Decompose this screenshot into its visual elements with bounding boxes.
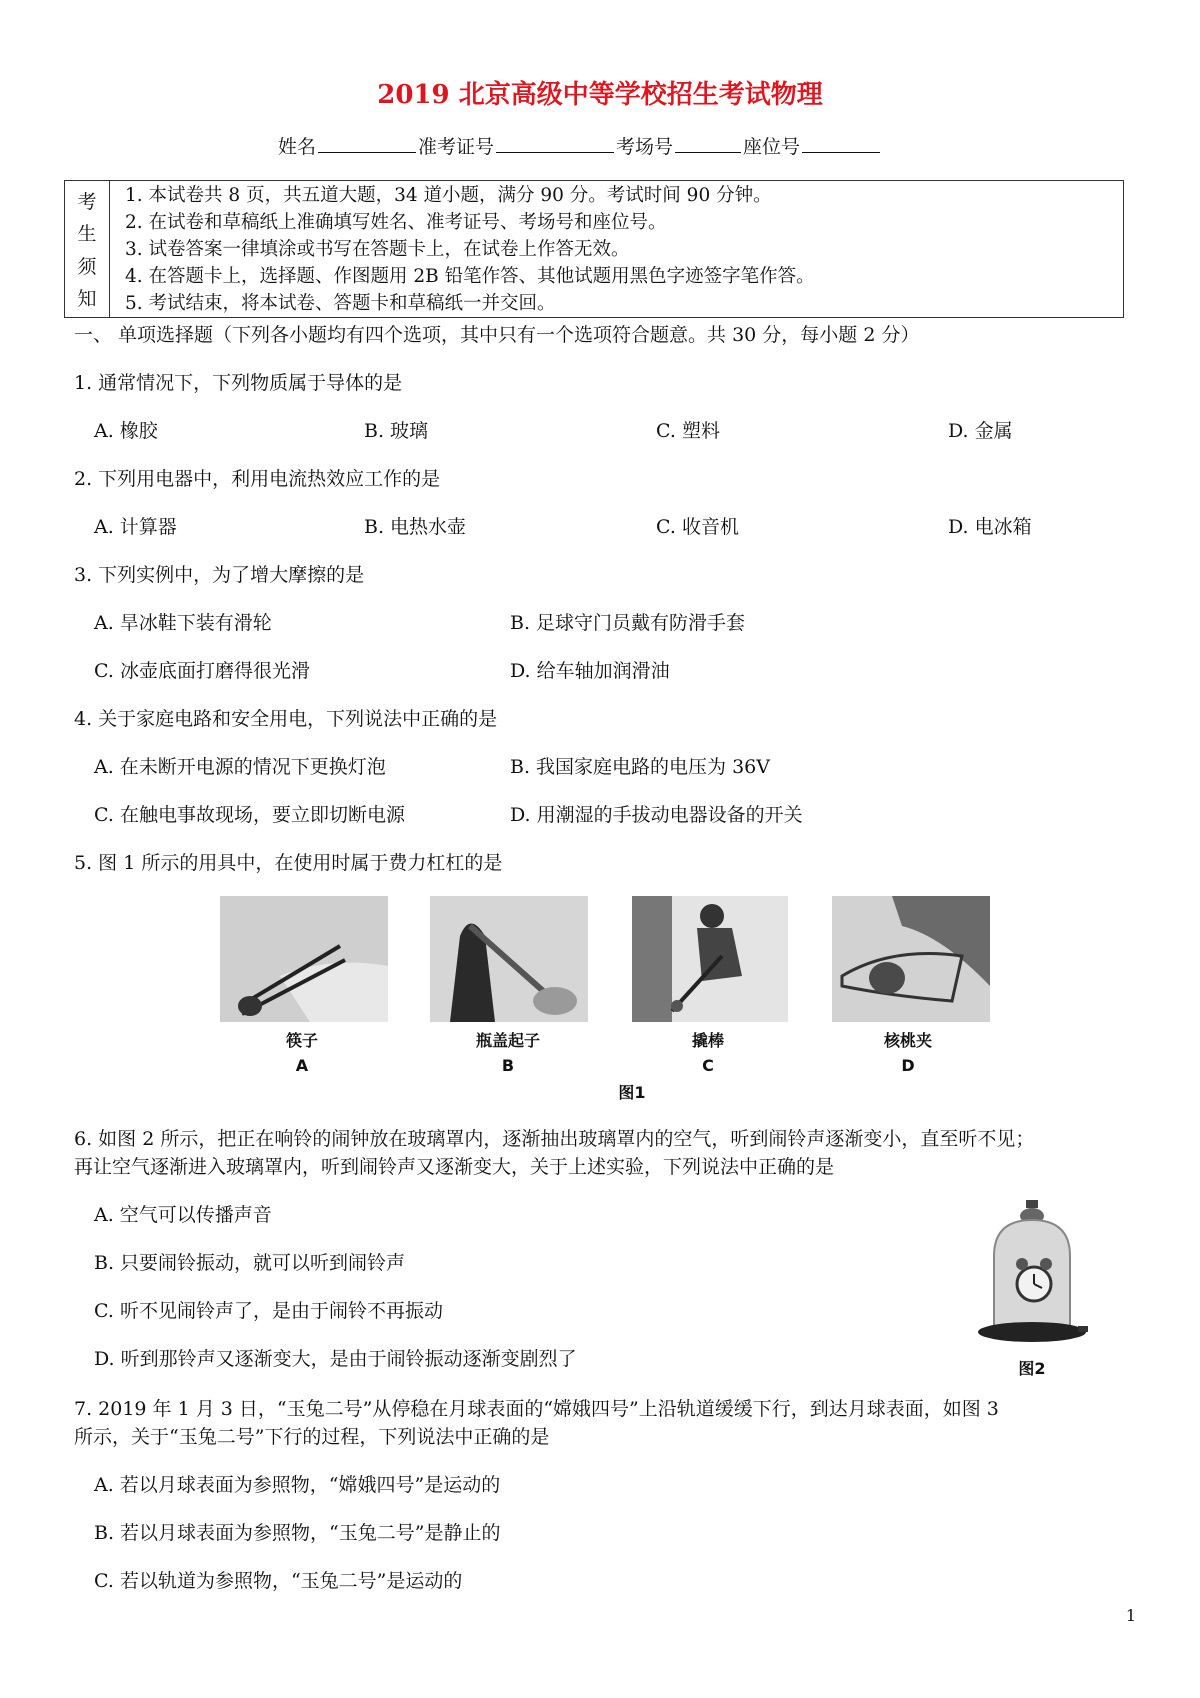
q3-option-c: C. 冰壶底面打磨得很光滑 [94, 660, 310, 682]
question-1-stem: 1. 通常情况下，下列物质属于导体的是 [74, 372, 403, 394]
fig1-label-d-letter: D [901, 1056, 915, 1075]
q1-option-c: C. 塑料 [656, 420, 720, 442]
q1-option-b: B. 玻璃 [364, 420, 429, 442]
exam-title: 2019 北京高级中等学校招生考试物理 [377, 80, 823, 110]
name-label: 姓名 [278, 136, 317, 158]
notice-item: 4. 在答题卡上，选择题、作图题用 2B 铅笔作答、其他试题用黑色字迹签字笔作答。 [125, 266, 815, 287]
notice-box [64, 180, 1124, 318]
seat-blank [802, 134, 880, 153]
candidate-info [278, 132, 882, 159]
q7-option-a: A. 若以月球表面为参照物，“嫦娥四号”是运动的 [94, 1474, 501, 1496]
fig1-label-d-name: 核桃夹 [883, 1031, 932, 1050]
q1-option-d: D. 金属 [948, 420, 1013, 442]
ticket-blank [496, 134, 614, 153]
page-number: 1 [1125, 1606, 1136, 1625]
q3-option-a: A. 旱冰鞋下装有滑轮 [94, 612, 272, 634]
fig1-label-c-name: 撬棒 [691, 1031, 724, 1050]
q6-option-c: C. 听不见闹铃声了，是由于闹铃不再振动 [94, 1300, 443, 1322]
bottle-opener-image [430, 896, 588, 1022]
q3-option-b: B. 足球守门员戴有防滑手套 [510, 612, 746, 634]
q6-option-a: A. 空气可以传播声音 [94, 1204, 272, 1226]
fig1-label-b-name: 瓶盖起子 [475, 1031, 540, 1050]
q7-option-c: C. 若以轨道为参照物，“玉兔二号”是运动的 [94, 1570, 463, 1592]
ticket-label: 准考证号 [418, 136, 495, 158]
fig2-caption: 图2 [1018, 1359, 1046, 1378]
question-3-stem: 3. 下列实例中，为了增大摩擦的是 [74, 564, 365, 586]
fig1-label-c-letter: C [702, 1056, 714, 1075]
q7-option-b: B. 若以月球表面为参照物，“玉兔二号”是静止的 [94, 1522, 501, 1544]
q2-option-b: B. 电热水壶 [364, 516, 467, 538]
room-blank [675, 134, 741, 153]
nutcracker-image [832, 896, 990, 1022]
fig1-caption: 图1 [618, 1083, 646, 1102]
question-7-stem-line1: 7. 2019 年 1 月 3 日，“玉兔二号”从停稳在月球表面的“嫦娥四号”上沿轨道缓缓下行，到达月球表面，如图 3 [74, 1398, 999, 1420]
question-2-stem: 2. 下列用电器中，利用电流热效应工作的是 [74, 468, 441, 490]
q6-option-b: B. 只要闹铃振动，就可以听到闹铃声 [94, 1252, 406, 1274]
q4-option-b: B. 我国家庭电路的电压为 36V [510, 756, 770, 778]
notice-item: 2. 在试卷和草稿纸上准确填写姓名、准考证号、考场号和座位号。 [125, 212, 667, 233]
fig1-label-b-letter: B [501, 1056, 515, 1075]
room-label: 考场号 [616, 136, 674, 158]
notice-label: 考 生 须 知 [65, 181, 110, 317]
q2-option-d: D. 电冰箱 [948, 516, 1032, 538]
section-heading: 一、 单项选择题（下列各小题均有四个选项，其中只有一个选项符合题意。共 30 分，每小题 2 分） [74, 324, 920, 346]
q3-option-d: D. 给车轴加润滑油 [510, 660, 670, 682]
fig1-label-a-name: 筷子 [285, 1031, 318, 1050]
chopsticks-image [220, 896, 388, 1022]
seat-label: 座位号 [743, 136, 801, 158]
notice-item: 5. 考试结束，将本试卷、答题卡和草稿纸一并交回。 [125, 293, 556, 314]
question-6-stem-line2: 再让空气逐渐进入玻璃罩内，听到闹铃声又逐渐变大，关于上述实验，下列说法中正确的是 [74, 1156, 835, 1178]
q2-option-c: C. 收音机 [656, 516, 739, 538]
question-6-stem-line1: 6. 如图 2 所示，把正在响铃的闹钟放在玻璃罩内，逐渐抽出玻璃罩内的空气，听到闹铃声逐渐变小，直至听不见； [74, 1128, 1035, 1150]
fig1-label-a-letter: A [295, 1056, 309, 1075]
name-blank [318, 134, 416, 153]
notice-item: 1. 本试卷共 8 页，共五道大题，34 道小题，满分 90 分。考试时间 90 分钟。 [125, 185, 772, 206]
q1-option-a: A. 橡胶 [94, 420, 158, 442]
bell-jar-image [972, 1196, 1092, 1350]
q4-option-d: D. 用潮湿的手拔动电器设备的开关 [510, 804, 803, 826]
question-7-stem-line2: 所示，关于“玉兔二号”下行的过程，下列说法中正确的是 [74, 1426, 550, 1448]
question-4-stem: 4. 关于家庭电路和安全用电，下列说法中正确的是 [74, 708, 498, 730]
notice-items [125, 182, 815, 317]
crowbar-image [632, 896, 788, 1022]
question-5-stem: 5. 图 1 所示的用具中，在使用时属于费力杠杠的是 [74, 852, 503, 874]
q6-option-d: D. 听到那铃声又逐渐变大，是由于闹铃振动逐渐变剧烈了 [94, 1348, 577, 1370]
q4-option-a: A. 在未断开电源的情况下更换灯泡 [94, 756, 386, 778]
q2-option-a: A. 计算器 [94, 516, 177, 538]
q4-option-c: C. 在触电事故现场，要立即切断电源 [94, 804, 405, 826]
notice-item: 3. 试卷答案一律填涂或书写在答题卡上，在试卷上作答无效。 [125, 239, 630, 260]
